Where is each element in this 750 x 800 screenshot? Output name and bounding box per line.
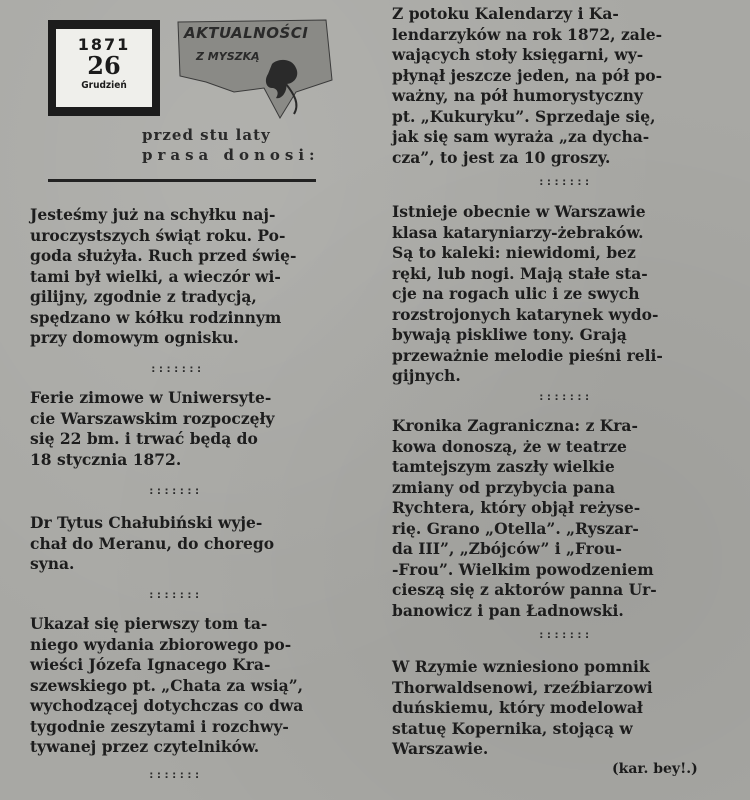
text-line: Dr Tytus Chałubiński wyje- bbox=[30, 513, 263, 532]
date-year: 1871 bbox=[77, 35, 131, 54]
text-line: wieści Józefa Ignacego Kra- bbox=[30, 655, 271, 674]
section-separator: ::::::: bbox=[148, 484, 202, 497]
chronicle-heading: Kronika Zagraniczna: bbox=[392, 416, 581, 435]
news-item-chalubinski bbox=[30, 513, 354, 575]
text-line: tami był wielki, a wieczór wi- bbox=[30, 266, 281, 286]
date-day: 26 bbox=[87, 51, 121, 80]
section-separator: ::::::: bbox=[148, 768, 202, 781]
text-line: tywanej przez czytelników. bbox=[30, 737, 260, 756]
text-line: się 22 bm. i trwać będą do bbox=[30, 429, 258, 448]
news-item-kraszewski bbox=[30, 614, 354, 758]
column-subtitle bbox=[142, 125, 320, 165]
section-separator: ::::::: bbox=[150, 362, 204, 375]
news-item-kukuryku bbox=[392, 4, 742, 168]
text-line: ważny, na pół humorystyczny bbox=[392, 86, 643, 105]
text-line: tamtejszym zaszły wielkie bbox=[392, 457, 615, 476]
text-line: statuę Kopernika, stojącą w bbox=[392, 718, 633, 738]
text-line: cza”, to jest za 10 groszy. bbox=[392, 147, 611, 167]
text-fragment: z Kra- bbox=[585, 416, 638, 435]
text-line: zmiany od przybycia pana bbox=[392, 477, 615, 497]
text-line: syna. bbox=[30, 554, 75, 573]
news-item-foreign-chronicle bbox=[392, 416, 742, 621]
text-line: kowa donoszą, że w teatrze bbox=[392, 436, 627, 456]
text-line: przeważnie melodie pieśni reli- bbox=[392, 345, 663, 365]
text-line: banowicz i pan Ładnowski. bbox=[392, 600, 624, 620]
text-line: tygodnie zeszytami i rozchwy- bbox=[30, 716, 289, 736]
text-line: pt. „Kukuryku”. Sprzedaje się, bbox=[392, 106, 656, 126]
text-line: gilijny, zgodnie z tradycją, bbox=[30, 287, 257, 306]
text-line: gijnych. bbox=[392, 366, 461, 385]
text-line: Rychtera, który objął reżyse- bbox=[392, 498, 641, 517]
text-line: da III”, „Zbójców” i „Frou- bbox=[392, 539, 622, 558]
text-line: wających stoły księgarni, wy- bbox=[392, 45, 644, 64]
text-line: -Frou”. Wielkim powodzeniem bbox=[392, 559, 654, 579]
section-separator: ::::::: bbox=[538, 175, 592, 188]
text-line: Są to kaleki: niewidomi, bez bbox=[392, 243, 636, 262]
text-line: bywają piskliwe tony. Grają bbox=[392, 325, 627, 344]
subtitle-line-2: prasa donosi: bbox=[142, 146, 320, 164]
text-line: Istnieje obecnie w Warszawie bbox=[392, 202, 646, 221]
text-line: 18 stycznia 1872. bbox=[30, 449, 182, 469]
section-separator: ::::::: bbox=[148, 588, 202, 601]
section-separator: ::::::: bbox=[538, 628, 592, 641]
header-divider bbox=[48, 179, 316, 182]
text-line: przy domowym ognisku. bbox=[30, 328, 239, 347]
text-line: ręki, lub nogi. Mają stałe sta- bbox=[392, 263, 648, 283]
subtitle-line-1: przed stu laty bbox=[142, 126, 271, 144]
text-line: Thorwaldsenowi, rzeźbiarzowi bbox=[392, 677, 653, 697]
text-line: cje na rogach ulic i ze swych bbox=[392, 284, 640, 303]
news-item-holidays bbox=[30, 205, 354, 349]
date-box bbox=[48, 20, 160, 116]
text-line: cieszą się z aktorów panna Ur- bbox=[392, 580, 657, 599]
logo-subtitle: Z MYSZKĄ bbox=[196, 50, 260, 63]
text-line: lendarzyków na rok 1872, zale- bbox=[392, 24, 663, 44]
text-line: chał do Meranu, do chorego bbox=[30, 533, 275, 553]
text-line: rozstrojonych katarynek wydo- bbox=[392, 304, 659, 324]
text-line: jak się sam wyraża „za dycha- bbox=[392, 127, 650, 146]
text-line: cie Warszawskim rozpoczęły bbox=[30, 408, 275, 428]
text-line: goda służyła. Ruch przed świę- bbox=[30, 246, 297, 265]
date-month: Grudzień bbox=[81, 80, 127, 91]
text-line: rię. Grano „Otella”. „Ryszar- bbox=[392, 518, 639, 538]
news-item-university bbox=[30, 388, 354, 470]
text-line: duńskiemu, który modelował bbox=[392, 698, 643, 717]
text-line: płynął jeszcze jeden, na pół po- bbox=[392, 65, 663, 85]
text-line: uroczystszych świąt roku. Po- bbox=[30, 225, 286, 245]
text-line: Ukazał się pierwszy tom ta- bbox=[30, 614, 268, 633]
logo-title: AKTUALNOŚCI bbox=[184, 24, 309, 42]
text-line: Z potoku Kalendarzy i Ka- bbox=[392, 4, 619, 23]
text-line bbox=[392, 416, 742, 437]
section-logo bbox=[176, 18, 334, 122]
news-item-organ-grinders bbox=[392, 202, 742, 387]
text-line: spędzano w kółku rodzinnym bbox=[30, 307, 282, 327]
section-separator: ::::::: bbox=[538, 390, 592, 403]
text-line: Jesteśmy już na schyłku naj- bbox=[30, 205, 276, 224]
text-line: W Rzymie wzniesiono pomnik bbox=[392, 657, 650, 676]
text-line: Ferie zimowe w Uniwersyte- bbox=[30, 388, 272, 407]
text-line: klasa kataryniarzy-żebraków. bbox=[392, 222, 644, 242]
text-line: Warszawie. bbox=[392, 739, 489, 758]
text-line: niego wydania zbiorowego po- bbox=[30, 634, 292, 654]
date-box-inner bbox=[56, 29, 152, 107]
news-item-thorwaldsen bbox=[392, 657, 742, 760]
text-line: wychodzącej dotychczas co dwa bbox=[30, 696, 304, 715]
author-signature: (kar. bey!.) bbox=[612, 761, 698, 777]
text-line: szewskiego pt. „Chata za wsią”, bbox=[30, 675, 304, 695]
